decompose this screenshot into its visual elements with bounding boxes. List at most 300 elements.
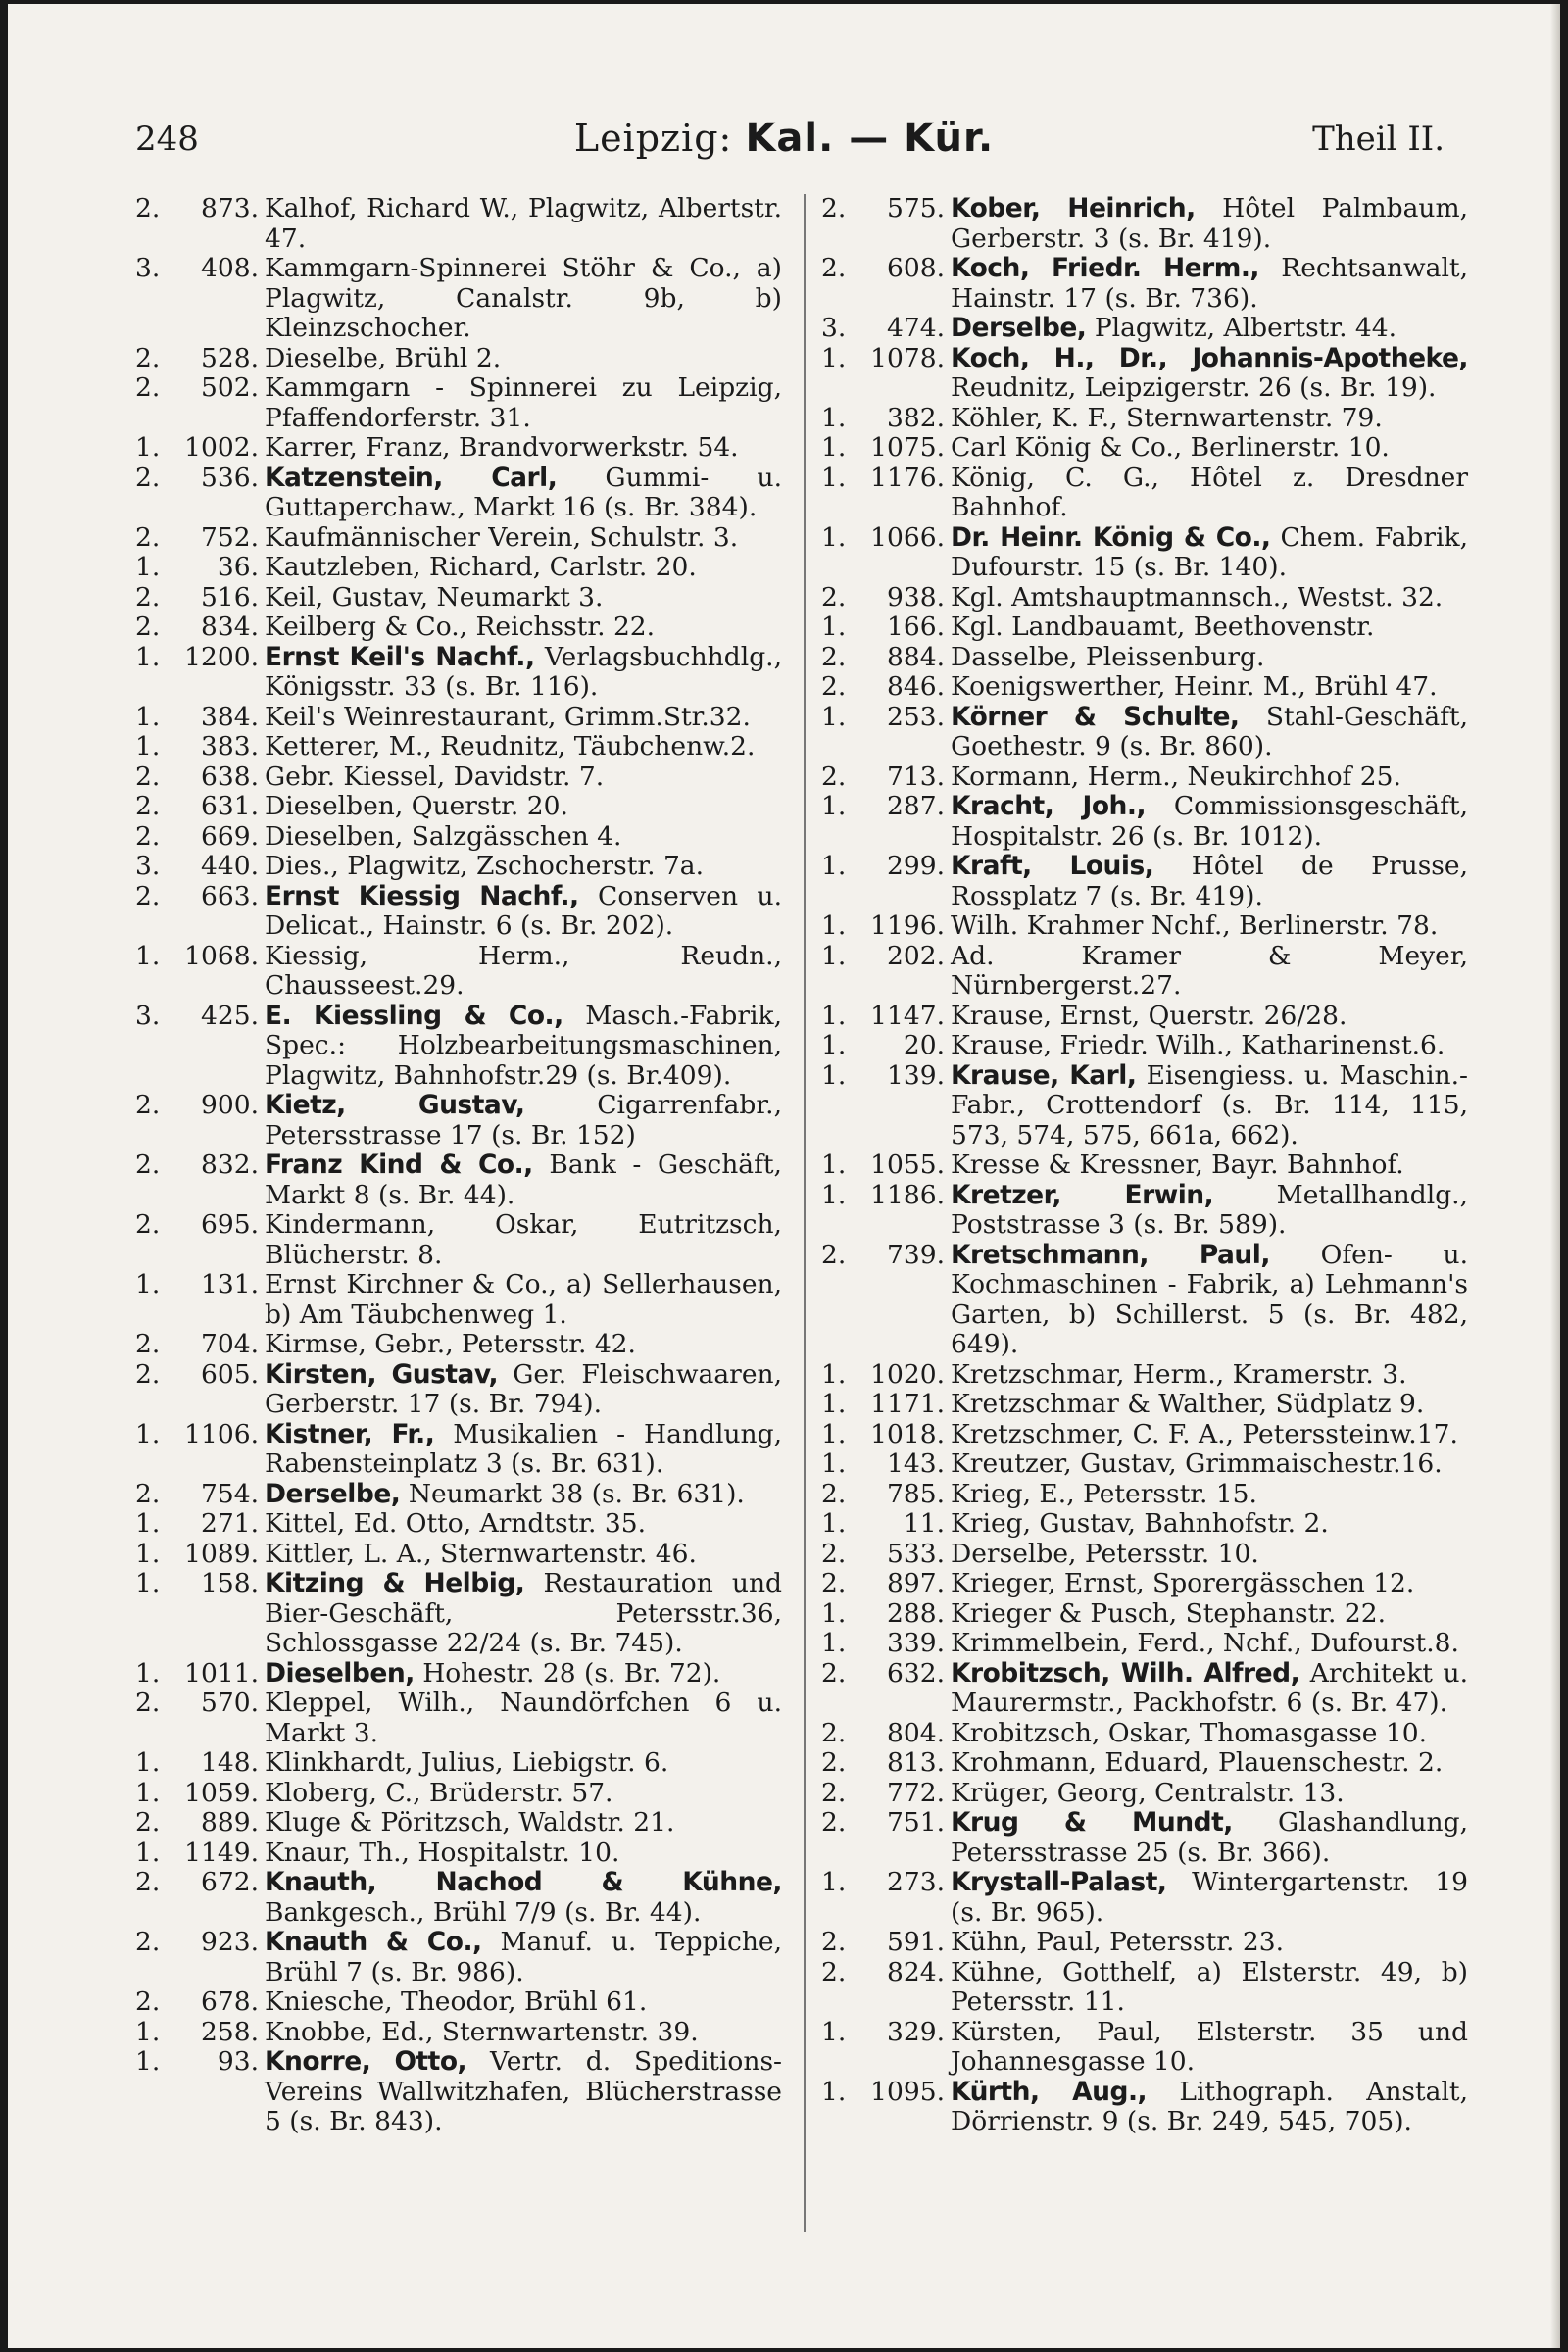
entry-firm-name: Knorre, Otto, <box>265 2046 467 2077</box>
entry-section: 1. <box>135 701 161 732</box>
directory-entry <box>821 1509 1468 1540</box>
entry-number: 139. <box>886 1059 945 1091</box>
entry-details: Kammgarn - Spinnerei zu Leipzig, Pfaffendorferstr. 31. <box>265 372 782 433</box>
entry-section: 2. <box>821 641 847 672</box>
directory-entry <box>821 1719 1468 1749</box>
entry-text <box>265 703 782 733</box>
directory-entry <box>821 1151 1468 1181</box>
entry-text <box>265 1210 782 1270</box>
directory-entry <box>135 612 782 643</box>
directory-entry <box>135 882 782 942</box>
entry-section: 1. <box>821 1418 847 1449</box>
directory-entry <box>821 314 1468 344</box>
entry-firm-name: Kietz, Gustav, <box>265 1090 525 1120</box>
directory-entry <box>135 822 782 853</box>
entry-text <box>951 643 1468 673</box>
entry-number: 202. <box>886 940 945 971</box>
directory-entry <box>135 344 782 374</box>
entry-section: 2. <box>821 1568 847 1598</box>
entry-section: 2. <box>821 1717 847 1748</box>
entry-number: 536. <box>200 462 259 493</box>
entry-text <box>951 1599 1468 1630</box>
entry-text <box>265 464 782 523</box>
entry-section: 2. <box>135 1986 161 2017</box>
entry-details: Kresse & Kressner, Bayr. Bahnhof. <box>951 1150 1404 1180</box>
entry-number: 1075. <box>870 432 945 463</box>
entry-text <box>951 1748 1468 1779</box>
entry-details: Kretzschmar, Herm., Kramerstr. 3. <box>951 1358 1407 1390</box>
entry-section: 2. <box>135 1329 161 1359</box>
entry-firm-name: E. Kiessling & Co., <box>265 1000 564 1031</box>
entry-section: 2. <box>135 1478 161 1509</box>
entry-number: 873. <box>200 193 259 223</box>
entry-section: 1. <box>135 1747 161 1778</box>
entry-text <box>265 1748 782 1779</box>
entry-text <box>951 1779 1468 1809</box>
entry-number: 528. <box>200 342 259 373</box>
entry-number: 575. <box>886 193 945 223</box>
entry-number: 570. <box>200 1688 259 1718</box>
directory-entry <box>821 1659 1468 1719</box>
entry-section: 2. <box>821 581 847 612</box>
entry-section: 1. <box>821 1448 847 1479</box>
entry-details: Bank - Geschäft, Markt 8 (s. Br. 44). <box>265 1150 782 1210</box>
entry-text <box>265 1779 782 1809</box>
entry-text <box>265 523 782 554</box>
directory-entry <box>821 523 1468 583</box>
entry-text <box>951 1808 1468 1868</box>
directory-entry <box>135 942 782 1002</box>
entry-firm-name: Krug & Mundt, <box>951 1807 1233 1838</box>
entry-text <box>951 1151 1468 1181</box>
entry-details: Ernst Kirchner & Co., a) Sellerhausen, b) Am Täubchenweg 1. <box>265 1269 782 1330</box>
entry-number: 713. <box>886 760 945 792</box>
directory-entry <box>135 732 782 762</box>
entry-section: 1. <box>821 791 847 821</box>
entry-details: Klinkhardt, Julius, Liebigstr. 6. <box>265 1747 669 1778</box>
entry-details: Keilberg & Co., Reichsstr. 22. <box>265 612 656 642</box>
entry-details: Kammgarn-Spinnerei Stöhr & Co., a) Plagwitz, Canalstr. 9b, b) Kleinzschocher. <box>265 253 782 343</box>
directory-entry <box>135 1270 782 1330</box>
directory-entry <box>821 1061 1468 1152</box>
entry-number: 288. <box>886 1597 945 1629</box>
entry-text <box>265 344 782 374</box>
entry-details: Krohmann, Eduard, Plauenschestr. 2. <box>951 1747 1444 1778</box>
entry-number: 785. <box>886 1478 945 1509</box>
entry-details: Dieselben, Querstr. 20. <box>265 791 568 821</box>
entry-number: 425. <box>200 1000 259 1031</box>
entry-text <box>951 404 1468 434</box>
directory-entry <box>821 1031 1468 1061</box>
entry-details: Koenigswerther, Heinr. M., Brühl 47. <box>951 671 1438 702</box>
entry-text <box>265 1360 782 1420</box>
entry-section: 1. <box>821 1867 847 1897</box>
entry-text <box>265 1808 782 1838</box>
directory-entry <box>821 911 1468 942</box>
entry-number: 1171. <box>870 1389 945 1419</box>
left-column <box>135 194 782 2137</box>
entry-number: 897. <box>886 1568 945 1598</box>
entry-details: Plagwitz, Albertstr. 44. <box>1086 313 1397 343</box>
entry-section: 1. <box>135 940 161 971</box>
directory-entry <box>135 373 782 433</box>
entry-section: 2. <box>821 671 847 702</box>
entry-text <box>265 1002 782 1092</box>
entry-text <box>951 762 1468 793</box>
directory-entry <box>135 1779 782 1809</box>
page-number: 248 <box>135 120 199 159</box>
entry-number: 1186. <box>870 1179 945 1210</box>
entry-text <box>951 1480 1468 1510</box>
entry-details: Dies., Plagwitz, Zschocherstr. 7a. <box>265 851 705 881</box>
directory-entry <box>821 464 1468 523</box>
entry-details: Krimmelbein, Ferd., Nchf., Dufourst.8. <box>951 1628 1459 1658</box>
directory-entry <box>821 1540 1468 1570</box>
entry-text <box>951 703 1468 762</box>
entry-section: 2. <box>135 1867 161 1897</box>
entry-number: 754. <box>200 1478 259 1509</box>
entry-number: 36. <box>217 552 259 582</box>
entry-section: 2. <box>135 581 161 612</box>
entry-details: Kirmse, Gebr., Petersstr. 42. <box>265 1329 636 1359</box>
entry-number: 772. <box>886 1777 945 1808</box>
directory-entry <box>135 1509 782 1540</box>
entry-section: 2. <box>821 1747 847 1778</box>
entry-section: 1. <box>135 731 161 761</box>
entry-firm-name: Kretschmann, Paul, <box>951 1239 1270 1270</box>
entry-section: 2. <box>135 1688 161 1718</box>
entry-details: Dieselben, Salzgässchen 4. <box>265 820 622 852</box>
entry-details: Kgl. Landbauamt, Beethovenstr. <box>951 612 1375 642</box>
entry-section: 1. <box>821 1150 847 1180</box>
directory-entry <box>821 1480 1468 1510</box>
column-divider <box>804 194 806 2232</box>
entry-details: Hôtel Palmbaum, Gerberstr. 3 (s. Br. 419). <box>951 193 1468 254</box>
right-column <box>821 194 1468 2137</box>
entry-section: 3. <box>135 1000 161 1031</box>
entry-text <box>951 1629 1468 1659</box>
entry-details: Stahl-Geschäft, Goethestr. 9 (s. Br. 860). <box>951 701 1468 761</box>
entry-section: 2. <box>135 1090 161 1120</box>
entry-number: 1018. <box>870 1418 945 1449</box>
directory-entry <box>135 1868 782 1928</box>
directory-entry <box>135 703 782 733</box>
directory-entry <box>821 703 1468 762</box>
entry-section: 1. <box>821 1030 847 1060</box>
entry-text <box>951 1928 1468 1958</box>
entry-details: Bankgesch., Brühl 7/9 (s. Br. 44). <box>265 1896 702 1928</box>
directory-entry <box>135 523 782 554</box>
entry-text <box>951 1449 1468 1480</box>
entry-number: 938. <box>886 581 945 612</box>
entry-section: 2. <box>821 1927 847 1957</box>
entry-text <box>951 1719 1468 1749</box>
entry-text <box>265 194 782 254</box>
entry-text <box>265 1928 782 1987</box>
directory-entry <box>135 1838 782 1869</box>
entry-details: Derselbe, Petersstr. 10. <box>951 1538 1259 1569</box>
directory-entry <box>821 1360 1468 1391</box>
entry-text <box>265 882 782 942</box>
entry-section: 2. <box>821 760 847 792</box>
directory-entry <box>821 1002 1468 1032</box>
entry-details: Kühn, Paul, Petersstr. 23. <box>951 1927 1285 1957</box>
entry-firm-name: Kraft, Louis, <box>951 851 1154 881</box>
directory-entry <box>821 643 1468 673</box>
directory-entry <box>135 1330 782 1360</box>
entry-text <box>265 1420 782 1480</box>
entry-firm-name: Katzenstein, Carl, <box>265 462 558 493</box>
entry-section: 1. <box>821 1508 847 1539</box>
entry-number: 143. <box>886 1448 945 1479</box>
entry-text <box>951 1569 1468 1599</box>
entry-section: 1. <box>135 1508 161 1539</box>
entry-firm-name: Körner & Schulte, <box>951 701 1240 732</box>
entry-number: 804. <box>886 1717 945 1748</box>
entry-firm-name: Dr. Heinr. König & Co., <box>951 521 1271 553</box>
entry-section: 2. <box>135 1927 161 1957</box>
entry-section: 1. <box>135 432 161 463</box>
directory-entry <box>135 1987 782 2018</box>
entry-details: Gebr. Kiessel, Davidstr. 7. <box>265 760 605 792</box>
entry-details: Metallhandlg., Poststrasse 3 (s. Br. 589). <box>951 1179 1469 1240</box>
entry-text <box>265 1689 782 1748</box>
entry-details: Kretzschmer, C. F. A., Peterssteinw.17. <box>951 1418 1458 1449</box>
entry-details: Krieger, Ernst, Sporergässchen 12. <box>951 1568 1415 1598</box>
entry-number: 1011. <box>184 1657 259 1689</box>
entry-number: 1089. <box>184 1538 259 1569</box>
entry-details: Krieger & Pusch, Stephanstr. 22. <box>951 1597 1387 1629</box>
entry-details: Kiessig, Herm., Reudn., Chausseest.29. <box>265 940 782 1001</box>
entry-details: Kreutzer, Gustav, Grimmaischestr.16. <box>951 1448 1443 1479</box>
entry-number: 631. <box>200 791 259 821</box>
entry-section: 1. <box>135 552 161 582</box>
entry-number: 502. <box>200 372 259 403</box>
entry-section: 1. <box>135 1568 161 1598</box>
entry-section: 2. <box>821 1538 847 1569</box>
entry-text <box>951 612 1468 643</box>
entry-section: 3. <box>135 253 161 283</box>
entry-number: 158. <box>200 1568 259 1598</box>
entry-details: Krieg, E., Petersstr. 15. <box>951 1478 1257 1509</box>
entry-text <box>265 553 782 583</box>
entry-details: Wilh. Krahmer Nchf., Berlinerstr. 78. <box>951 910 1439 941</box>
entry-text <box>951 2078 1468 2137</box>
entry-details: Conserven u. Delicat., Hainstr. 6 (s. Br. 202). <box>265 880 782 941</box>
entry-text <box>951 672 1468 703</box>
entry-number: 591. <box>886 1927 945 1957</box>
entry-section: 1. <box>821 342 847 373</box>
entry-details: Kautzleben, Richard, Carlstr. 20. <box>265 552 697 582</box>
directory-entry <box>821 2078 1468 2137</box>
entry-text <box>265 2047 782 2137</box>
entry-text <box>265 822 782 853</box>
directory-entry <box>135 2047 782 2137</box>
directory-entry <box>821 1808 1468 1868</box>
volume-part: Theil II. <box>1312 120 1445 159</box>
entry-details: Kürsten, Paul, Elsterstr. 35 und Johannesgasse 10. <box>951 2016 1468 2077</box>
entry-number: 678. <box>200 1986 259 2017</box>
entry-details: Rechtsanwalt, Hainstr. 17 (s. Br. 736). <box>951 253 1468 314</box>
entry-text <box>951 1509 1468 1540</box>
directory-entry <box>821 1779 1468 1809</box>
directory-entry <box>135 1210 782 1270</box>
entry-section: 2. <box>821 1239 847 1270</box>
entry-number: 516. <box>200 581 259 612</box>
entry-section: 1. <box>135 1657 161 1689</box>
entry-section: 1. <box>821 521 847 553</box>
entry-text <box>265 1151 782 1210</box>
entry-section: 2. <box>821 1657 847 1689</box>
entry-details: Dasselbe, Pleissenburg. <box>951 641 1265 672</box>
entry-firm-name: Koch, H., Dr., Johannis-Apotheke, <box>951 342 1468 373</box>
entry-section: 1. <box>821 701 847 732</box>
directory-entry <box>821 672 1468 703</box>
entry-number: 1066. <box>870 521 945 553</box>
entry-section: 1. <box>821 1059 847 1091</box>
entry-number: 695. <box>200 1209 259 1240</box>
entry-details: Ger. Fleischwaaren, Gerberstr. 17 (s. Br. 794). <box>265 1358 782 1419</box>
entry-text <box>951 1659 1468 1719</box>
directory-entry <box>135 762 782 793</box>
entry-details: Chem. Fabrik, Dufourstr. 15 (s. Br. 140). <box>951 521 1468 582</box>
entry-details: Lithograph. Anstalt, Dörrienstr. 9 (s. Br. 249, 545, 705). <box>951 2076 1469 2136</box>
entry-text <box>951 1420 1468 1450</box>
entry-number: 474. <box>886 313 945 343</box>
entry-section: 2. <box>821 253 847 283</box>
directory-entry <box>135 1808 782 1838</box>
entry-text <box>951 1540 1468 1570</box>
entry-details: Kittel, Ed. Otto, Arndtstr. 35. <box>265 1508 647 1539</box>
directory-entry <box>135 792 782 822</box>
entry-text <box>951 1360 1468 1391</box>
entry-number: 253. <box>886 701 945 732</box>
entry-number: 923. <box>200 1927 259 1957</box>
entry-number: 299. <box>886 851 945 881</box>
directory-entry <box>821 1569 1468 1599</box>
entry-text <box>951 314 1468 344</box>
directory-entry <box>135 2018 782 2048</box>
entry-section: 2. <box>135 1209 161 1240</box>
directory-entry <box>821 1629 1468 1659</box>
entry-firm-name: Derselbe, <box>951 313 1087 343</box>
entry-number: 382. <box>886 402 945 433</box>
directory-entry <box>821 1241 1468 1360</box>
entry-number: 258. <box>200 2016 259 2047</box>
entry-section: 1. <box>135 641 161 672</box>
entry-text <box>265 942 782 1002</box>
entry-section: 1. <box>821 1389 847 1419</box>
entry-section: 1. <box>821 2076 847 2107</box>
entry-section: 1. <box>821 432 847 463</box>
entry-firm-name: Krystall-Palast, <box>951 1867 1167 1897</box>
entry-section: 1. <box>821 402 847 433</box>
entry-section: 2. <box>821 193 847 223</box>
entry-number: 704. <box>200 1329 259 1359</box>
directory-entry <box>135 1420 782 1480</box>
entry-section: 2. <box>821 1777 847 1808</box>
directory-entry <box>821 1390 1468 1420</box>
entry-section: 2. <box>135 1358 161 1390</box>
entry-number: 739. <box>886 1239 945 1270</box>
entry-details: Kaufmännischer Verein, Schulstr. 3. <box>265 521 739 553</box>
entry-number: 1106. <box>184 1418 259 1449</box>
entry-details: Köhler, K. F., Sternwartenstr. 79. <box>951 402 1383 433</box>
entry-text <box>951 1031 1468 1061</box>
directory-entry <box>821 762 1468 793</box>
entry-details: Masch.-Fabrik, Spec.: Holzbearbeitungsmaschinen, Plagwitz, Bahnhofstr.29 (s. Br.409). <box>265 1000 783 1091</box>
entry-firm-name: Ernst Kiessig Nachf., <box>265 880 579 911</box>
entry-text <box>265 1270 782 1330</box>
entry-text <box>951 1868 1468 1928</box>
entry-details: Kretzschmar & Walther, Südplatz 9. <box>951 1389 1425 1419</box>
entry-section: 2. <box>135 342 161 373</box>
entry-details: Commissionsgeschäft, Hospitalstr. 26 (s. Br. 1012). <box>951 791 1468 852</box>
directory-entry <box>135 1151 782 1210</box>
entry-text <box>951 523 1468 583</box>
entry-details: Kalhof, Richard W., Plagwitz, Albertstr. 47. <box>265 193 782 254</box>
entry-section: 2. <box>135 791 161 821</box>
entry-text <box>951 2018 1468 2078</box>
directory-entry <box>135 1091 782 1151</box>
entry-details: Dieselbe, Brühl 2. <box>265 342 502 373</box>
directory-entry <box>821 1748 1468 1779</box>
entry-details: Ketterer, M., Reudnitz, Täubchenw.2. <box>265 731 756 761</box>
entry-details: Musikalien - Handlung, Rabensteinplatz 3 (s. Br. 631). <box>265 1418 782 1479</box>
entry-number: 271. <box>200 1508 259 1539</box>
entry-number: 287. <box>886 791 945 821</box>
entry-details: Krause, Ernst, Querstr. 26/28. <box>951 1000 1348 1031</box>
entry-details: Hôtel de Prusse, Rossplatz 7 (s. Br. 419). <box>951 851 1468 911</box>
entry-text <box>951 433 1468 464</box>
entry-details: Keil, Gustav, Neumarkt 3. <box>265 581 604 612</box>
directory-entry <box>135 254 782 344</box>
directory-entry <box>135 194 782 254</box>
entry-number: 1059. <box>184 1777 259 1808</box>
directory-entry <box>821 583 1468 613</box>
entry-details: Manuf. u. Teppiche, Brühl 7 (s. Br. 986). <box>265 1927 783 1987</box>
entry-details: Kleppel, Wilh., Naundörfchen 6 u. Markt 3. <box>265 1688 782 1748</box>
entry-section: 1. <box>135 1777 161 1808</box>
directory-entry <box>135 1748 782 1779</box>
directory-entry <box>135 464 782 523</box>
entry-section: 2. <box>135 1807 161 1838</box>
entry-section: 1. <box>135 1837 161 1868</box>
entry-text <box>265 1569 782 1659</box>
entry-text <box>951 911 1468 942</box>
entry-section: 1. <box>821 851 847 881</box>
entry-firm-name: Dieselben, <box>265 1657 415 1689</box>
entry-text <box>951 1390 1468 1420</box>
entry-text <box>951 254 1468 314</box>
entry-text <box>265 583 782 613</box>
entry-number: 383. <box>200 731 259 761</box>
entry-section: 2. <box>135 521 161 553</box>
entry-text <box>265 643 782 703</box>
entry-text <box>951 942 1468 1002</box>
directory-entry <box>135 583 782 613</box>
entry-number: 834. <box>200 612 259 642</box>
entry-details: Hohestr. 28 (s. Br. 72). <box>414 1657 721 1689</box>
entry-section: 2. <box>821 1956 847 1987</box>
entry-text <box>951 194 1468 254</box>
directory-entry <box>821 792 1468 852</box>
entry-number: 672. <box>200 1867 259 1897</box>
entry-details: Verlagsbuchhdlg., Königsstr. 33 (s. Br. 116). <box>265 641 782 702</box>
directory-entry <box>135 1569 782 1659</box>
entry-firm-name: Kürth, Aug., <box>951 2076 1148 2107</box>
entry-number: 669. <box>200 820 259 852</box>
